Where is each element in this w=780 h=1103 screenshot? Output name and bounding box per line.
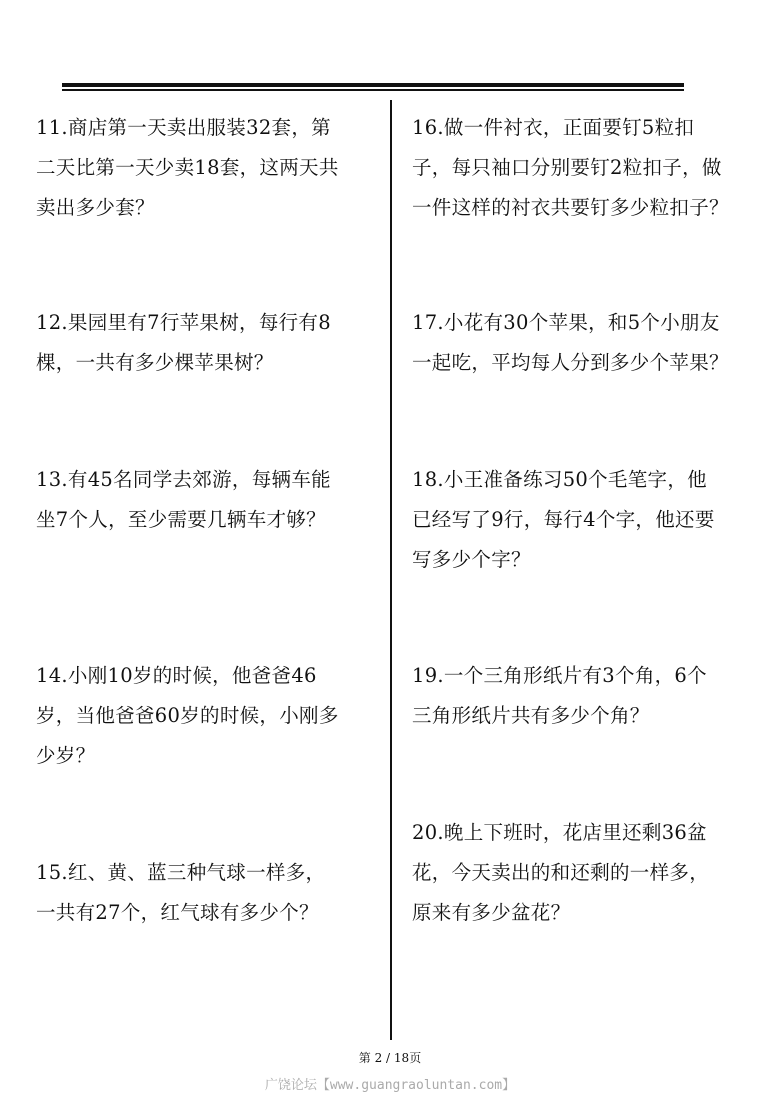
question-line: 原来有多少盆花？ xyxy=(412,901,571,924)
watermark: 广饶论坛【www.guangraoluntan.com】 xyxy=(264,1078,516,1093)
question-block xyxy=(412,460,715,580)
question-line: 15.红、黄、蓝三种气球一样多， xyxy=(36,861,326,884)
question-line: 12.果园里有7行苹果树，每行有8 xyxy=(36,311,331,334)
column-divider xyxy=(390,100,392,1040)
question-line: 三角形纸片共有多少个角？ xyxy=(412,704,650,727)
question-line: 卖出多少套？ xyxy=(36,196,155,219)
header-rule-thick xyxy=(62,83,684,87)
question-block xyxy=(412,108,729,228)
question-line: 已经写了9行，每行4个字，他还要 xyxy=(412,508,715,531)
question-line: 一起吃，平均每人分到多少个苹果？ xyxy=(412,351,729,374)
question-line: 一件这样的衬衣共要钉多少粒扣子？ xyxy=(412,196,729,219)
question-line: 一共有27个，红气球有多少个？ xyxy=(36,901,319,924)
question-line: 棵，一共有多少棵苹果树？ xyxy=(36,351,274,374)
header-rule-thin xyxy=(62,89,684,91)
question-line: 11.商店第一天卖出服装32套，第 xyxy=(36,116,331,139)
question-line: 二天比第一天少卖18套，这两天共 xyxy=(36,156,339,179)
question-block xyxy=(412,813,709,933)
question-line: 16.做一件衬衣，正面要钉5粒扣 xyxy=(412,116,695,139)
question-block xyxy=(412,656,707,736)
question-line: 19.一个三角形纸片有3个角，6个 xyxy=(412,664,707,687)
question-line: 写多少个字？ xyxy=(412,548,531,571)
question-line: 子，每只袖口分别要钉2粒扣子，做 xyxy=(412,156,722,179)
question-block xyxy=(36,460,331,540)
page-number: 第 2 / 18页 xyxy=(358,1051,422,1065)
question-line: 20.晚上下班时，花店里还剩36盆 xyxy=(412,821,707,844)
question-block xyxy=(36,853,325,933)
question-line: 坐7个人，至少需要几辆车才够？ xyxy=(36,508,326,531)
question-block xyxy=(36,303,331,383)
question-block xyxy=(36,656,339,776)
question-block xyxy=(36,108,339,228)
question-line: 花，今天卖出的和还剩的一样多， xyxy=(412,861,710,884)
question-line: 14.小刚10岁的时候，他爸爸46 xyxy=(36,664,317,687)
question-line: 13.有45名同学去郊游，每辆车能 xyxy=(36,468,331,491)
question-line: 少岁？ xyxy=(36,744,96,767)
question-line: 18.小王准备练习50个毛笔字，他 xyxy=(412,468,707,491)
question-line: 17.小花有30个苹果，和5个小朋友 xyxy=(412,311,720,334)
question-block xyxy=(412,303,729,383)
question-line: 岁，当他爸爸60岁的时候，小刚多 xyxy=(36,704,339,727)
